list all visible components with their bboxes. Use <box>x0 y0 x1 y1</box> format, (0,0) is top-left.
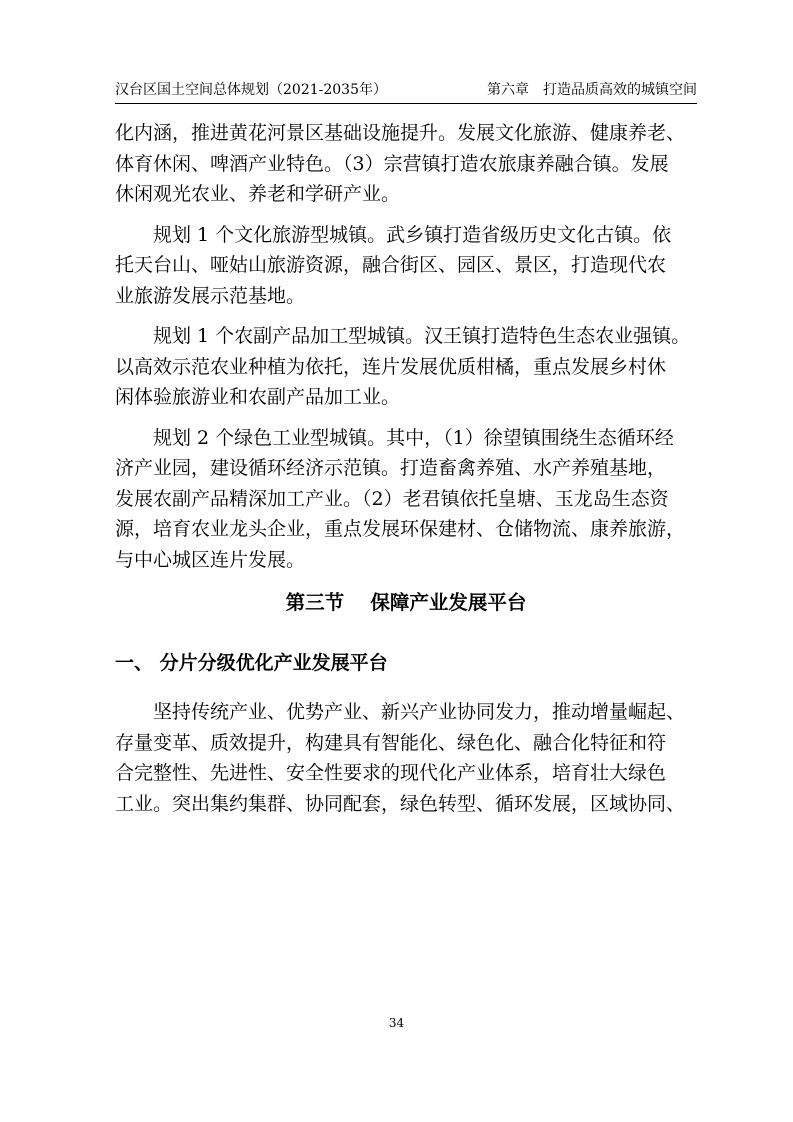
paragraph-culture-tourism-continued: 化内涵，推进黄花河景区基础设施提升。发展文化旅游、健康养老、 体育休闲、啤酒产业特色。（3）宗营镇打造农旅康养融合镇。发展 休闲观光农业、养老和学研产业。 <box>115 122 686 205</box>
section-title: 第三节 保障产业发展平台 <box>285 591 527 614</box>
paragraph-agri-processing-town: 规划 1 个农副产品加工型城镇。汉王镇打造特色生态农业强镇。 以高效示范农业种植为依托，连片发展优质柑橘，重点发展乡村休 闲体验旅游业和农副产品加工业。 <box>115 325 691 408</box>
subsection-title: 一、 分片分级优化产业发展平台 <box>115 652 388 674</box>
header-rule <box>115 103 697 104</box>
paragraph-green-industry-towns: 规划 2 个绿色工业型城镇。其中，（1）徐望镇围绕生态循环经 济产业园，建设循环经济示范镇。打造畜禽养殖、水产养殖基地， 发展农副产品精深加工产业。（2）老君镇依托皇塘、玉龙岛生态资 源，培育农业龙头企业，重点发展环保建材、仓储物流、康养旅游， 与中心城区连片发展。 <box>115 426 686 571</box>
header-chapter-title: 第六章 打造品质高效的城镇空间 <box>487 82 697 98</box>
page-body <box>115 118 697 819</box>
header-document-title: 汉台区国土空间总体规划（2021-2035年） <box>115 82 387 98</box>
page-number: 34 <box>388 1016 405 1030</box>
paragraph-industry-platform: 坚持传统产业、优势产业、新兴产业协同发力，推动增量崛起、 存量变革、质效提升，构建具有智能化、绿色化、融合化特征和符 合完整性、先进性、安全性要求的现代化产业体系，培育壮大绿色 工业。突出集约集群、协同配套，绿色转型、循环发展，区域协同、 <box>115 701 686 815</box>
running-header <box>115 80 697 100</box>
paragraph-cultural-tourism-town: 规划 1 个文化旅游型城镇。武乡镇打造省级历史文化古镇。依 托天台山、哑姑山旅游资源，融合街区、园区、景区，打造现代农 业旅游发展示范基地。 <box>115 223 672 307</box>
